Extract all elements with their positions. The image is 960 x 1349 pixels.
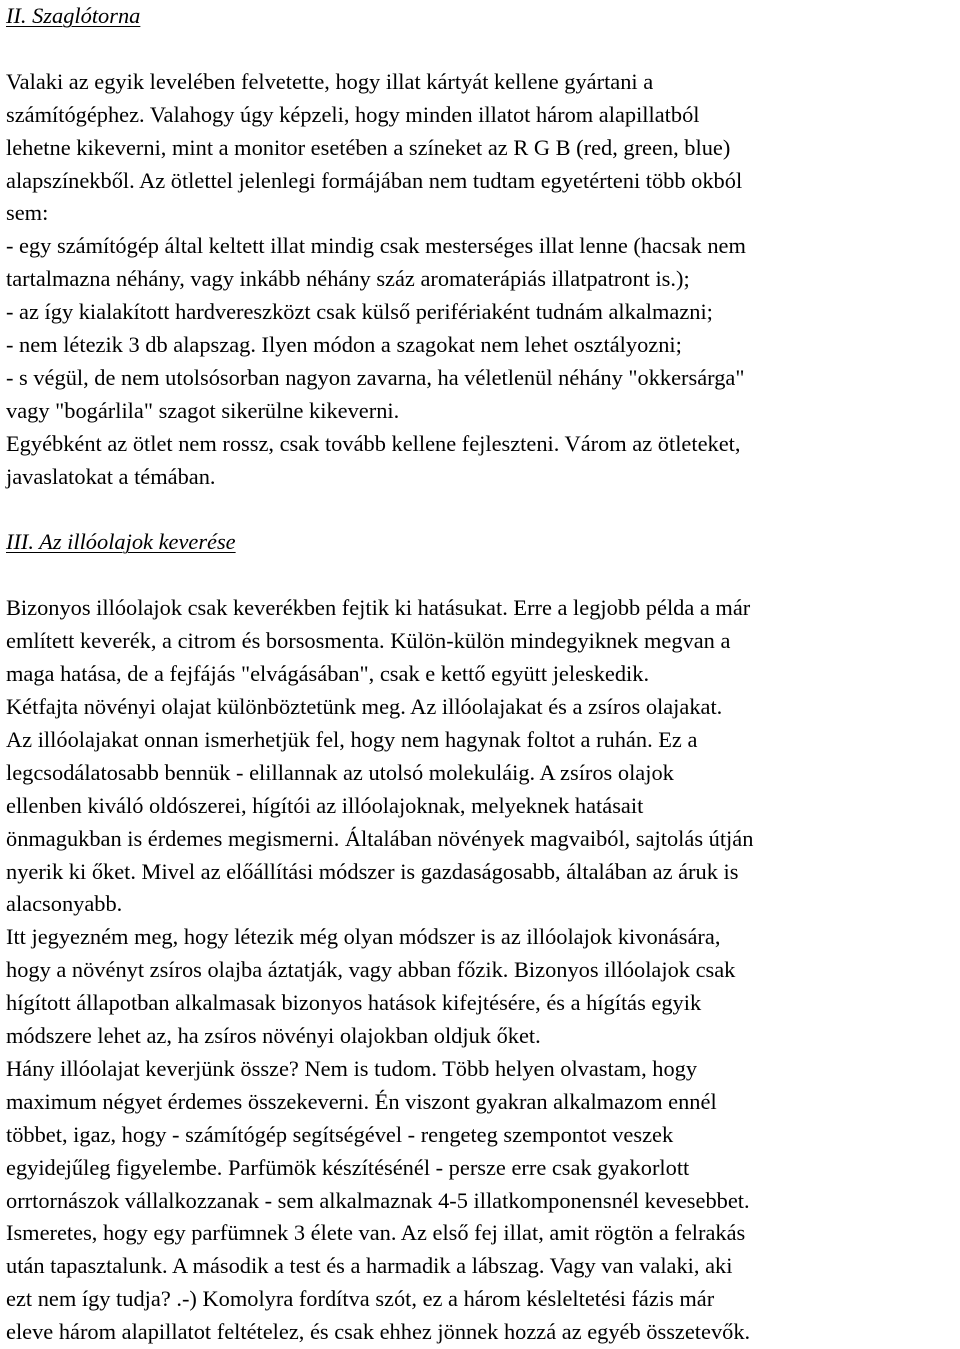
list-item-line: - egy számítógép által keltett illat mindig csak mesterséges illat lenne (hacsak nem <box>6 233 746 259</box>
paragraph-line: egyidejűleg figyelembe. Parfümök készítésénél - persze erre csak gyakorlott <box>6 1154 690 1180</box>
list-item-line: tartalmazna néhány, vagy inkább néhány száz aromaterápiás illatpatront is.); <box>6 266 690 292</box>
paragraph-line: legcsodálatosabb bennük - elillannak az utolsó molekuláig. A zsíros olajok <box>6 759 674 785</box>
paragraph-line: Valaki az egyik levelében felvetette, hogy illat kártyát kellene gyártani a <box>6 68 654 94</box>
section-body-szaglotorna <box>6 66 956 494</box>
section-body-illoolajok-keverese <box>6 592 956 1349</box>
paragraph-line: számítógéphez. Valahogy úgy képzeli, hogy minden illatot három alapillatból <box>6 101 700 127</box>
paragraph-line: alacsonyabb. <box>6 891 123 917</box>
paragraph-line: ellenben kiváló oldószerei, hígítói az illóolajoknak, melyeknek hatásait <box>6 792 644 818</box>
paragraph-line: után tapasztalunk. A második a test és a harmadik a lábszag. Vagy van valaki, aki <box>6 1253 733 1279</box>
paragraph-line: lehetne kikeverni, mint a monitor esetében a színeket az R G B (red, green, blue) <box>6 134 731 160</box>
paragraph-line: hogy a növényt zsíros olajba áztatják, vagy abban főzik. Bizonyos illóolajok csak <box>6 957 736 983</box>
paragraph-line: Hány illóolajat keverjünk össze? Nem is tudom. Több helyen olvastam, hogy <box>6 1055 698 1081</box>
paragraph-line: javaslatokat a témában. <box>6 463 216 489</box>
paragraph-line: Az illóolajakat onnan ismerhetjük fel, hogy nem hagynak foltot a ruhán. Ez a <box>6 726 698 752</box>
paragraph-line: eleve három alapillatot feltételez, és csak ehhez jönnek hozzá az egyéb összetevők. <box>6 1319 751 1345</box>
paragraph-line: ezt nem így tudja? .-) Komolyra fordítva szót, ez a három késleltetési fázis már <box>6 1286 715 1312</box>
section-heading-illoolajok-keverese: III. Az illóolajok keverése <box>6 529 236 555</box>
list-item-line: - s végül, de nem utolsósorban nagyon zavarna, ha véletlenül néhány "okkersárga" <box>6 364 745 390</box>
paragraph-line: Bizonyos illóolajok csak keverékben fejtik ki hatásukat. Erre a legjobb példa a már <box>6 595 751 621</box>
paragraph-line: önmagukban is érdemes megismerni. Általában növények magvaiból, sajtolás útján <box>6 825 754 851</box>
paragraph-line: hígított állapotban alkalmasak bizonyos hatások kifejtésére, és a hígítás egyik <box>6 990 702 1016</box>
list-item-line: - nem létezik 3 db alapszag. Ilyen módon a szagokat nem lehet osztályozni; <box>6 332 682 358</box>
blank-line <box>6 494 956 527</box>
section-heading-szaglotorna: II. Szaglótorna <box>6 3 141 28</box>
paragraph-line: említett keverék, a citrom és borsosmenta. Külön-külön mindegyiknek megvan a <box>6 628 731 654</box>
paragraph-line: maximum négyet érdemes összekeverni. Én viszont gyakran alkalmazom ennél <box>6 1088 717 1114</box>
paragraph-line: sem: <box>6 200 49 226</box>
blank-line <box>6 559 956 592</box>
document-page <box>6 0 956 1349</box>
paragraph-line: maga hatása, de a fejfájás "elvágásában", csak e kettő együtt jeleskedik. <box>6 661 650 687</box>
paragraph-line: Itt jegyezném meg, hogy létezik még olyan módszer is az illóolajok kivonására, <box>6 924 721 950</box>
paragraph-line: alapszínekből. Az ötlettel jelenlegi formájában nem tudtam egyetérteni több okból <box>6 167 743 193</box>
paragraph-line: Egyébként az ötlet nem rossz, csak tovább kellene fejleszteni. Várom az ötleteket, <box>6 430 741 456</box>
paragraph-line: többet, igaz, hogy - számítógép segítségével - rengeteg szempontot veszek <box>6 1121 674 1147</box>
list-item-line: vagy "bogárlila" szagot sikerülne kikeverni. <box>6 397 400 423</box>
list-item-line: - az így kialakított hardvereszközt csak külső perifériaként tudnám alkalmazni; <box>6 299 713 325</box>
paragraph-line: nyerik ki őket. Mivel az előállítási módszer is gazdaságosabb, általában az áruk is <box>6 858 739 884</box>
blank-line <box>6 33 956 66</box>
paragraph-line: orrtornászok vállalkozzanak - sem alkalmaznak 4-5 illatkomponensnél kevesebbet. <box>6 1187 750 1213</box>
paragraph-line: Ismeretes, hogy egy parfümnek 3 élete van. Az első fej illat, amit rögtön a felrakás <box>6 1220 746 1246</box>
paragraph-line: Kétfajta növényi olajat különböztetünk meg. Az illóolajakat és a zsíros olajakat. <box>6 693 723 719</box>
paragraph-line: módszere lehet az, ha zsíros növényi olajokban oldjuk őket. <box>6 1023 541 1049</box>
